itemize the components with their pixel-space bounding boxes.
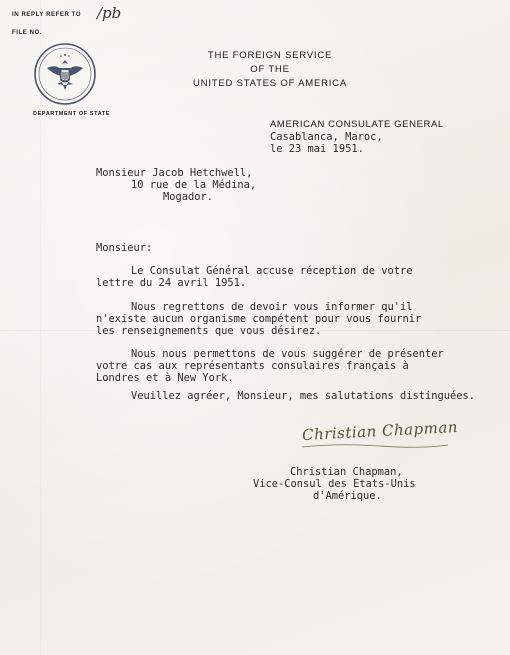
body-paragraph-2-line: n'existe aucun organisme compétent pour vous fournir [96,313,422,325]
recipient-name: Monsieur Jacob Hetchwell, [96,167,253,179]
reply-label: IN REPLY REFER TO [12,12,82,18]
body-paragraph-2-line: Nous regrettons de devoir vous informer qu'il [131,301,413,313]
signatory-name: Christian Chapman, [290,466,403,478]
body-paragraph-1-line: Le Consulat Général accuse réception de votre [131,265,413,277]
signature-flourish-icon [300,442,450,450]
state-department-seal-icon [33,42,97,106]
signatory-country: d'Amérique. [313,490,382,502]
file-label: FILE NO. [12,30,43,36]
body-paragraph-1-line: lettre du 24 avril 1951. [96,277,247,289]
service-line-2: OF THE [250,64,290,75]
body-paragraph-3-line: Londres et à New York. [96,372,234,384]
salutation: Monsieur: [96,242,153,254]
letter-date: le 23 mai 1951. [270,143,364,155]
body-paragraph-2-line: les renseignements que vous désirez. [96,325,322,337]
reply-value: /pb [97,4,122,22]
signatory-title: Vice-Consul des Etats-Unis [253,478,416,490]
body-paragraph-3-line: Nous nous permettons de vous suggérer de présenter [131,348,444,360]
recipient-street: 10 rue de la Médina, [131,179,257,191]
body-paragraph-3-line: votre cas aux représentants consulaires français à [96,360,409,372]
handwritten-signature: Christian Chapman [301,417,459,445]
seal-caption: DEPARTMENT OF STATE [33,111,111,117]
consulate-name: AMERICAN CONSULATE GENERAL [270,119,444,130]
sender-city: Casablanca, Maroc, [270,131,383,143]
service-line-3: UNITED STATES OF AMERICA [193,78,347,89]
closing-line: Veuillez agréer, Monsieur, mes salutations distinguées. [131,390,476,402]
service-line-1: THE FOREIGN SERVICE [207,50,333,61]
recipient-city: Mogador. [163,191,214,203]
